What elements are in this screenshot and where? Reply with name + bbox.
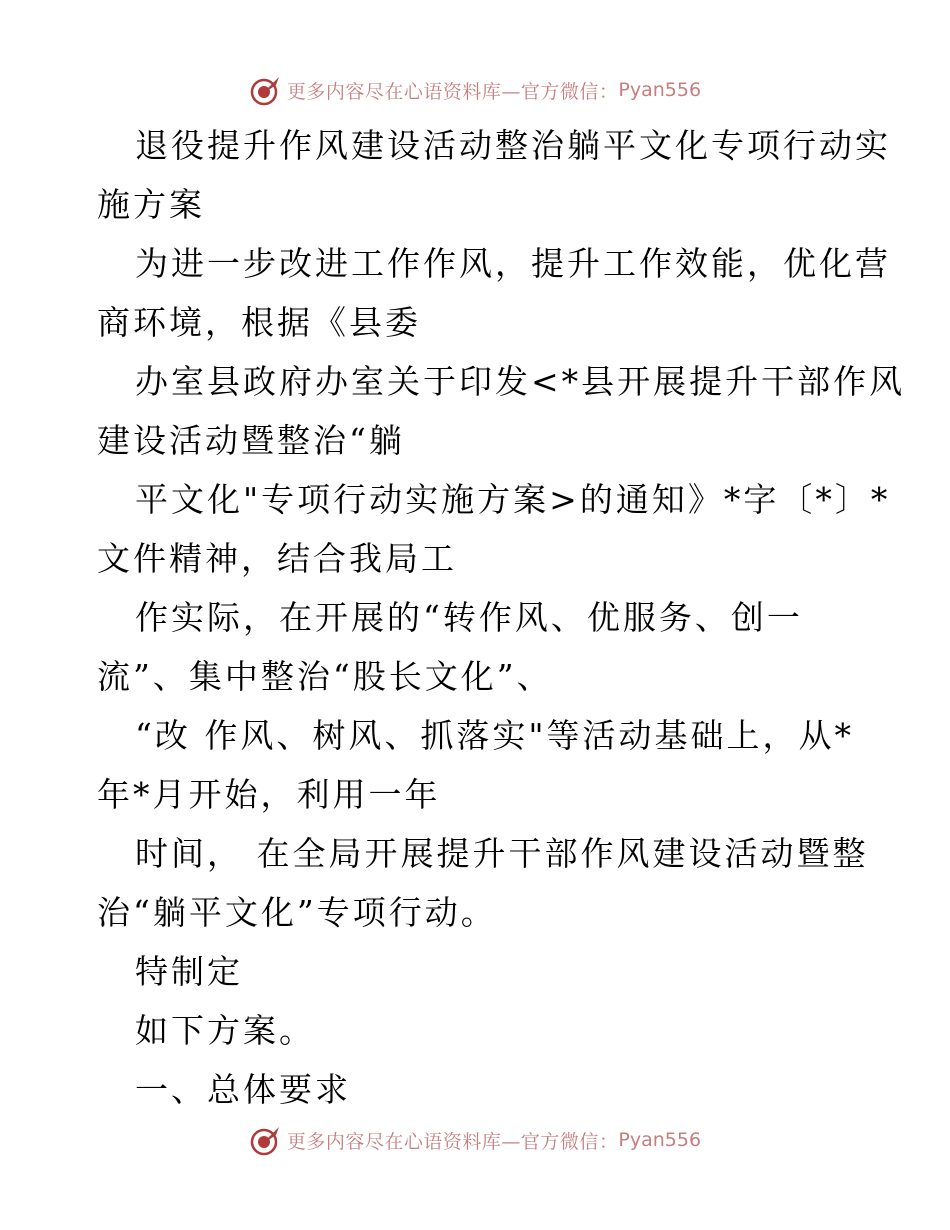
- quill-logo-icon: [249, 73, 283, 107]
- document-body: [97, 116, 906, 1119]
- watermark-text: 更多内容尽在心语资料库—官方微信：: [286, 80, 619, 103]
- paragraph-line: 特制定: [135, 952, 243, 991]
- paragraph-line: 为进一步改进工作作风，提升工作效能，优化营: [135, 244, 891, 283]
- paragraph-line: 作实际，在开展的“转作风、优服务、创一: [135, 598, 803, 637]
- paragraph-line: 年*月开始，利用一年: [97, 775, 441, 814]
- paragraph-line: 流”、集中整治“股长文化”、: [97, 657, 553, 696]
- watermark-header: [0, 72, 950, 108]
- paragraph-line: 建设活动暨整治“躺: [97, 421, 405, 460]
- title-line-2: 施方案: [97, 185, 205, 224]
- watermark-text: 更多内容尽在心语资料库—官方微信：: [286, 1130, 619, 1153]
- paragraph-line: 治“躺平文化”专项行动。: [97, 893, 497, 932]
- paragraph-line: 平文化"专项行动实施方案>的通知》*字〔*〕*: [135, 480, 891, 519]
- watermark-footer: [0, 1122, 950, 1158]
- section-heading: 一、总体要求: [135, 1070, 351, 1109]
- paragraph-line: 办室县政府办室关于印发<*县开展提升干部作风: [135, 362, 906, 401]
- paragraph-line: 文件精神，结合我局工: [97, 539, 457, 578]
- paragraph-line: 如下方案。: [135, 1011, 315, 1050]
- title-line-1: 退役提升作风建设活动整治躺平文化专项行动实: [135, 126, 891, 165]
- watermark-id: Pyan556: [618, 79, 702, 101]
- quill-logo-icon: [249, 1123, 283, 1157]
- watermark-id: Pyan556: [618, 1129, 702, 1151]
- paragraph-line: “改 作风、树风、抓落实"等活动基础上，从*: [135, 716, 855, 755]
- paragraph-line: 商环境，根据《县委: [97, 303, 421, 342]
- paragraph-line: 时间， 在全局开展提升干部作风建设活动暨整: [135, 834, 869, 873]
